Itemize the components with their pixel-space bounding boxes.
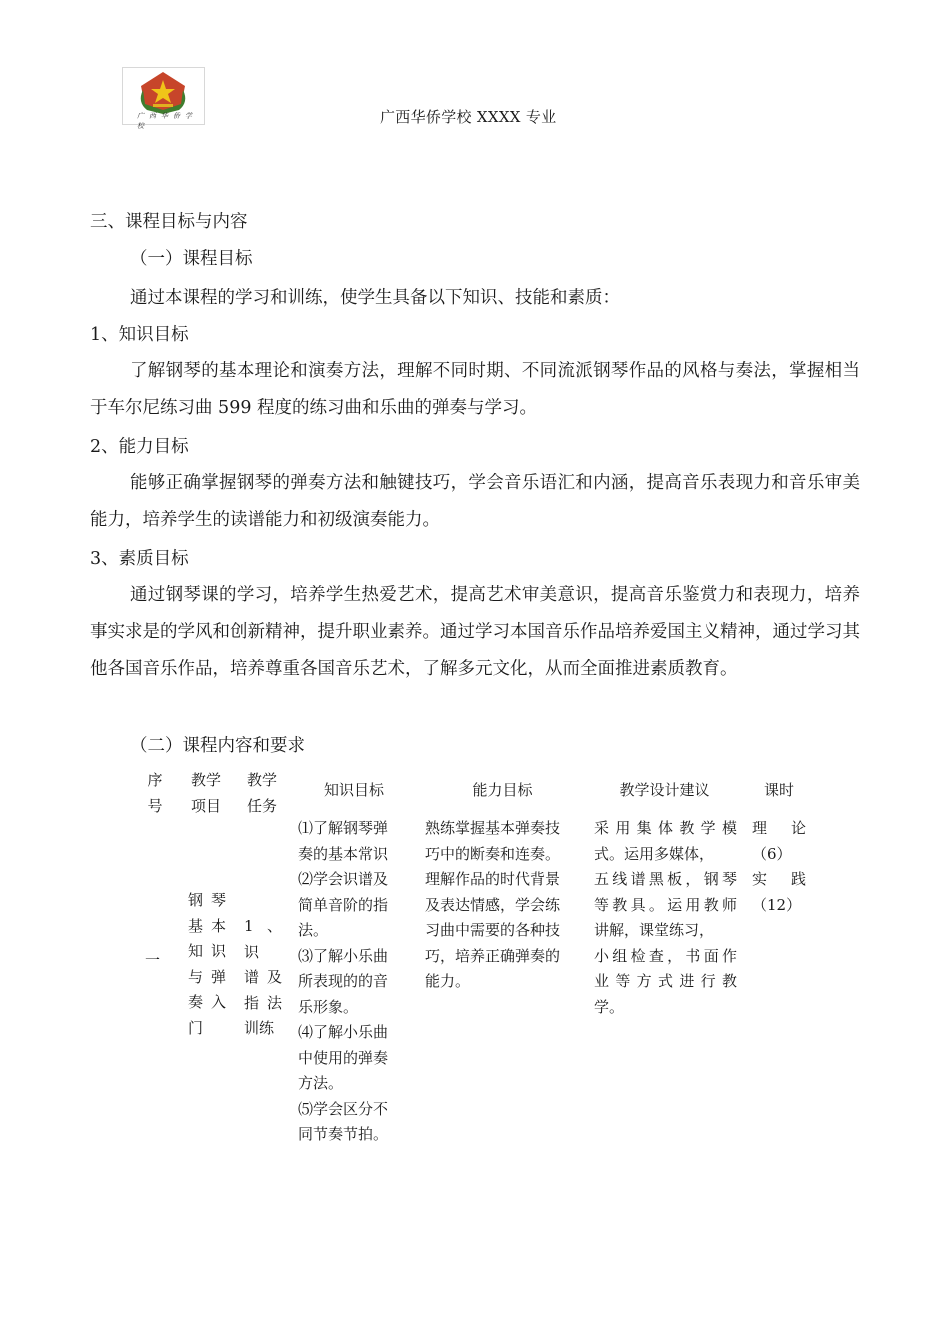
header-project: 教学 项目	[190, 771, 221, 815]
school-logo	[122, 67, 205, 130]
section-title: 三、课程目标与内容	[90, 212, 248, 232]
goal-title: 3、素质目标	[90, 549, 189, 569]
header-task: 教学 任务	[246, 771, 277, 815]
goal-text: 通过钢琴课的学习，培养学生热爱艺术，提高艺术审美意识，提高音乐鉴赏力和表现力，培养事实求是的学风和创新精神，提升职业素养。通过学习本国音乐作品培养爱国主义精神，通过学习其他各国音乐作品，培养尊重各国音乐艺术，了解多元文化，从而全面推进素质教育。	[90, 585, 860, 679]
goal-text: 了解钢琴的基本理论和演奏方法，理解不同时期、不同流派钢琴作品的风格与奏法，掌握相当于车尔尼练习曲 599 程度的练习曲和乐曲的弹奏与学习。	[90, 361, 860, 418]
row-design: 采用集体教学模 式。运用多媒体， 五线谱黑板，钢琴 等教具。运用教师 讲解，课堂练习， 小组检查，书面作 业等方式进行教 学。	[594, 819, 737, 1016]
row-project: 钢琴 基本 知识 与弹 奏入 门	[188, 891, 226, 1037]
header-knowledge: 知识目标	[323, 781, 384, 799]
goal-text: 能够正确掌握钢琴的弹奏方法和触键技巧，学会音乐语汇和内涵，提高音乐表现力和音乐审美能力，培养学生的读谱能力和初级演奏能力。	[90, 473, 860, 530]
subsection-title-goals: （一）课程目标	[130, 249, 253, 269]
row-hours: 理论 （6） 实践 （12）	[752, 819, 806, 914]
goal-title: 1、知识目标	[90, 325, 189, 345]
row-task: 1、识 谱及 指法 训练	[244, 917, 282, 1037]
intro-text: 通过本课程的学习和训练，使学生具备以下知识、技能和素质：	[130, 288, 620, 308]
row-seq: 一	[145, 951, 161, 969]
row-ability: 熟练掌握基本弹奏技 巧中的断奏和连奏。 理解作品的时代背景 及表达情感，学会练 习曲中需要的各种技 巧，培养正确弹奏的 能力。	[425, 819, 561, 990]
header-seq: 序 号	[147, 771, 163, 815]
logo-text: 广西华侨学校	[137, 112, 197, 130]
goal-title: 2、能力目标	[90, 437, 189, 457]
header-design: 教学设计建议	[619, 781, 710, 799]
row-knowledge: ⑴了解钢琴弹 奏的基本常识 ⑵学会识谱及 简单音阶的指 法。 ⑶了解小乐曲 所表现的的音 乐形象。 ⑷了解小乐曲 中使用的弹奏 方法。 ⑸学会区分不 同节奏节拍。	[298, 819, 389, 1143]
header-hours: 课时	[763, 781, 794, 799]
subsection-title-content: （二）课程内容和要求	[130, 736, 305, 756]
header-ability: 能力目标	[472, 781, 533, 799]
school-title: 广西华侨学校 XXXX 专业	[380, 108, 557, 126]
